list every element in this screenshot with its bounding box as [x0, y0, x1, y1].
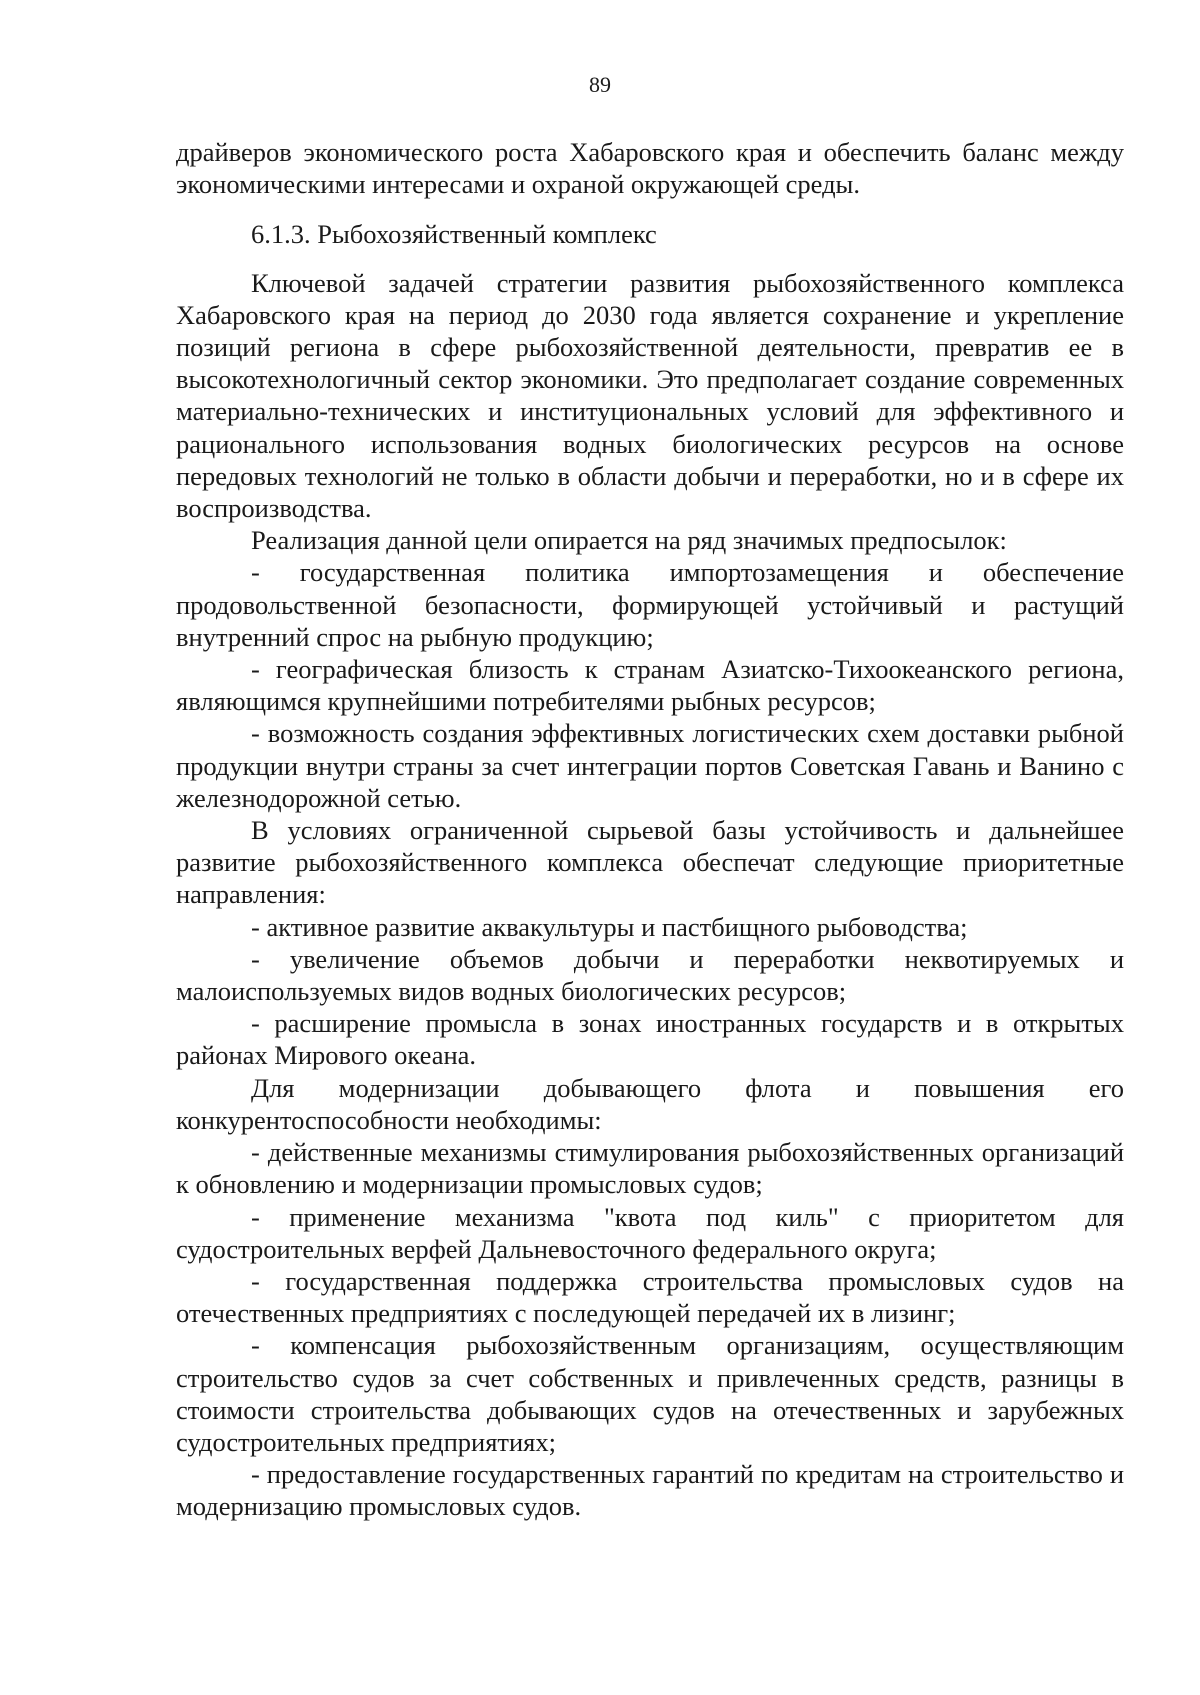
list-item-measure: - компенсация рыбохозяйственным организациям, осуществляющим строительство судов за счет собственных и привлеченных средств, разницы в стоимости строительства добывающих судов на отечественных и зарубежных судостроительных предприятиях; — [176, 1330, 1124, 1457]
list-item-prerequisite: - возможность создания эффективных логистических схем доставки рыбной продукции внутри страны за счет интеграции портов Советская Гавань и Ванино с железнодорожной сетью. — [176, 718, 1124, 813]
list-item-priority: - увеличение объемов добычи и переработки неквотируемых и малоиспользуемых видов водных биологических ресурсов; — [176, 943, 1124, 1007]
list-item-measure: - предоставление государственных гарантий по кредитам на строительство и модернизацию промысловых судов. — [176, 1459, 1124, 1522]
list-item-prerequisite: - географическая близость к странам Азиатско-Тихоокеанского региона, являющимся крупнейшими потребителями рыбных ресурсов; — [176, 654, 1124, 717]
section-heading: 6.1.3. Рыбохозяйственный комплекс — [251, 219, 657, 250]
paragraph-prerequisites-intro: Реализация данной цели опирается на ряд значимых предпосылок: — [251, 525, 1007, 556]
list-item-measure: - государственная поддержка строительства промысловых судов на отечественных предприятиях с последующей передачей их в лизинг; — [176, 1265, 1124, 1329]
list-item-priority: - активное развитие аквакультуры и пастбищного рыбоводства; — [251, 911, 968, 942]
list-item-priority: - расширение промысла в зонах иностранных государств и в открытых районах Мирового океана. — [176, 1008, 1124, 1071]
paragraph-key-task: Ключевой задачей стратегии развития рыбохозяйственного комплекса Хабаровского края на период до 2030 года является сохранение и укрепление позиций региона в сфере рыбохозяйственной деятельности, превратив ее в высокотехнологичный сектор экономики. Это предполагает создание современных материально-технических и институциональных условий для эффективного и рационального использования водных биологических ресурсов на основе передовых технологий не только в области добычи и переработки, но и в сфере их воспроизводства. — [176, 267, 1124, 524]
paragraph-continuation: драйверов экономического роста Хабаровского края и обеспечить баланс между экономическими интересами и охраной окружающей среды. — [176, 137, 1124, 200]
list-item-measure: - действенные механизмы стимулирования рыбохозяйственных организаций к обновлению и модернизации промысловых судов; — [176, 1137, 1124, 1200]
page-number: 89 — [589, 72, 611, 97]
document-body — [176, 136, 1124, 1523]
paragraph-modernization-intro: Для модернизации добывающего флота и повышения его конкурентоспособности необходимы: — [176, 1072, 1124, 1135]
paragraph-priorities-intro: В условиях ограниченной сырьевой базы устойчивость и дальнейшее развитие рыбохозяйственного комплекса обеспечат следующие приоритетные направления: — [176, 815, 1124, 910]
list-item-measure: - применение механизма "квота под киль" с приоритетом для судостроительных верфей Дальневосточного федерального округа; — [176, 1201, 1124, 1264]
list-item-prerequisite: - государственная политика импортозамещения и обеспечение продовольственной безопасности, формирующей устойчивый и растущий внутренний спрос на рыбную продукцию; — [176, 557, 1124, 652]
